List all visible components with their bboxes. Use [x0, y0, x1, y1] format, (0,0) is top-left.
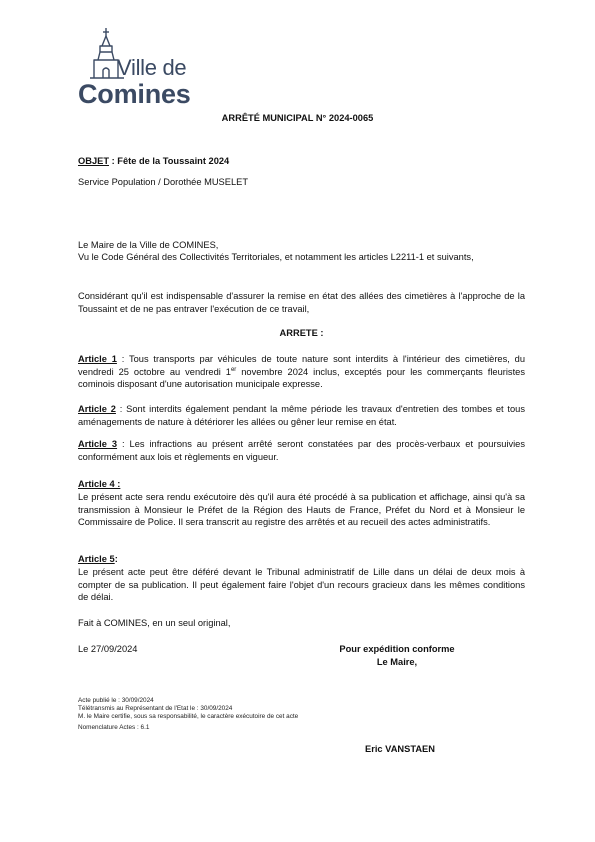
teletransmis-note: Télétransmis au Représentant de l'Etat le : 30/09/2024 [78, 705, 233, 712]
objet-label: OBJET [78, 156, 109, 166]
expedition-line: Pour expédition conforme [339, 644, 455, 654]
logo-text-comines: Comines [78, 79, 191, 109]
article-1-text-before: : Tous transports par véhicules de toute nature sont interdits à l'intérieur des cimetières, du vendredi 25 octobre au vendredi 1 [78, 354, 525, 377]
logo-text-ville: Ville de [117, 55, 187, 80]
objet-line [78, 155, 525, 168]
article-2-label: Article 2 [78, 404, 116, 414]
article-1-superscript: er [230, 366, 237, 373]
article-5-heading [78, 553, 525, 566]
article-3-text: : Les infractions au présent arrêté seront constatées par des procès-verbaux et poursuivies conformément aux lois et règlements en vigueur. [78, 439, 525, 462]
service-line: Service Population / Dorothée MUSELET [78, 177, 249, 187]
certification-note: M. le Maire certifie, sous sa responsabilité, le caractère exécutoire de cet acte [78, 713, 299, 720]
article-3-label: Article 3 [78, 439, 118, 449]
objet-value: Fête de la Toussaint 2024 [117, 156, 230, 166]
document-title: ARRÊTÉ MUNICIPAL N° 2024-0065 [221, 113, 374, 123]
maire-line: Le Maire de la Ville de COMINES, [78, 240, 219, 250]
article-3 [78, 438, 525, 463]
article-5-label: Article 5 [78, 554, 115, 564]
le-maire-line: Le Maire, [376, 657, 418, 667]
arrete-heading: ARRETE : [279, 328, 324, 338]
vu-paragraph: Vu le Code Général des Collectivités Territoriales, et notamment les articles L2211-1 et suivants, [78, 252, 474, 262]
acte-publie-note: Acte publié le : 30/09/2024 [78, 697, 154, 704]
date-line: Le 27/09/2024 [78, 644, 138, 654]
considerant-paragraph: Considérant qu'il est indispensable d'assurer la remise en état des allées des cimetières à l'approche de la Toussaint et de ne pas entraver l'exécution de ce travail, [78, 291, 525, 314]
article-1 [78, 353, 525, 391]
article-4-label: Article 4 : [78, 479, 121, 489]
article-4-text: Le présent acte sera rendu exécutoire dès qu'il aura été procédé à sa publication et affichage, ainsi qu'à sa transmission à Monsieur le Préfet de la Région des Hauts de France, Préfet du Nord et à Monsieur le Commissaire de Police. Il sera transcrit au registre des arrêtés et au recueil des actes administratifs. [78, 492, 525, 528]
article-5-colon: : [114, 554, 118, 564]
article-4-heading [78, 478, 525, 491]
article-1-text-after: novembre 2024 inclus, exceptés pour les commerçants fleuristes cominois disposant d'une autorisation municipale expresse. [78, 366, 525, 390]
article-5-text: Le présent acte peut être déféré devant le Tribunal administratif de Lille dans un délai de deux mois à compter de sa publication. Il peut également faire l'objet d'un recours gracieux dans les mêmes conditions de délai. [78, 567, 525, 603]
fait-line: Fait à COMINES, en un seul original, [78, 618, 231, 628]
signatory-name: Eric VANSTAEN [365, 744, 435, 754]
article-1-label: Article 1 [78, 354, 117, 364]
objet-separator: : [109, 156, 118, 166]
article-2-text: : Sont interdits également pendant la même période les travaux d'entretien des tombes et tous aménagements de nature à détériorer les allées ou gêner leur remise en état. [78, 404, 525, 427]
article-2 [78, 403, 525, 428]
nomenclature-note: Nomenclature Actes : 6.1 [78, 724, 150, 731]
